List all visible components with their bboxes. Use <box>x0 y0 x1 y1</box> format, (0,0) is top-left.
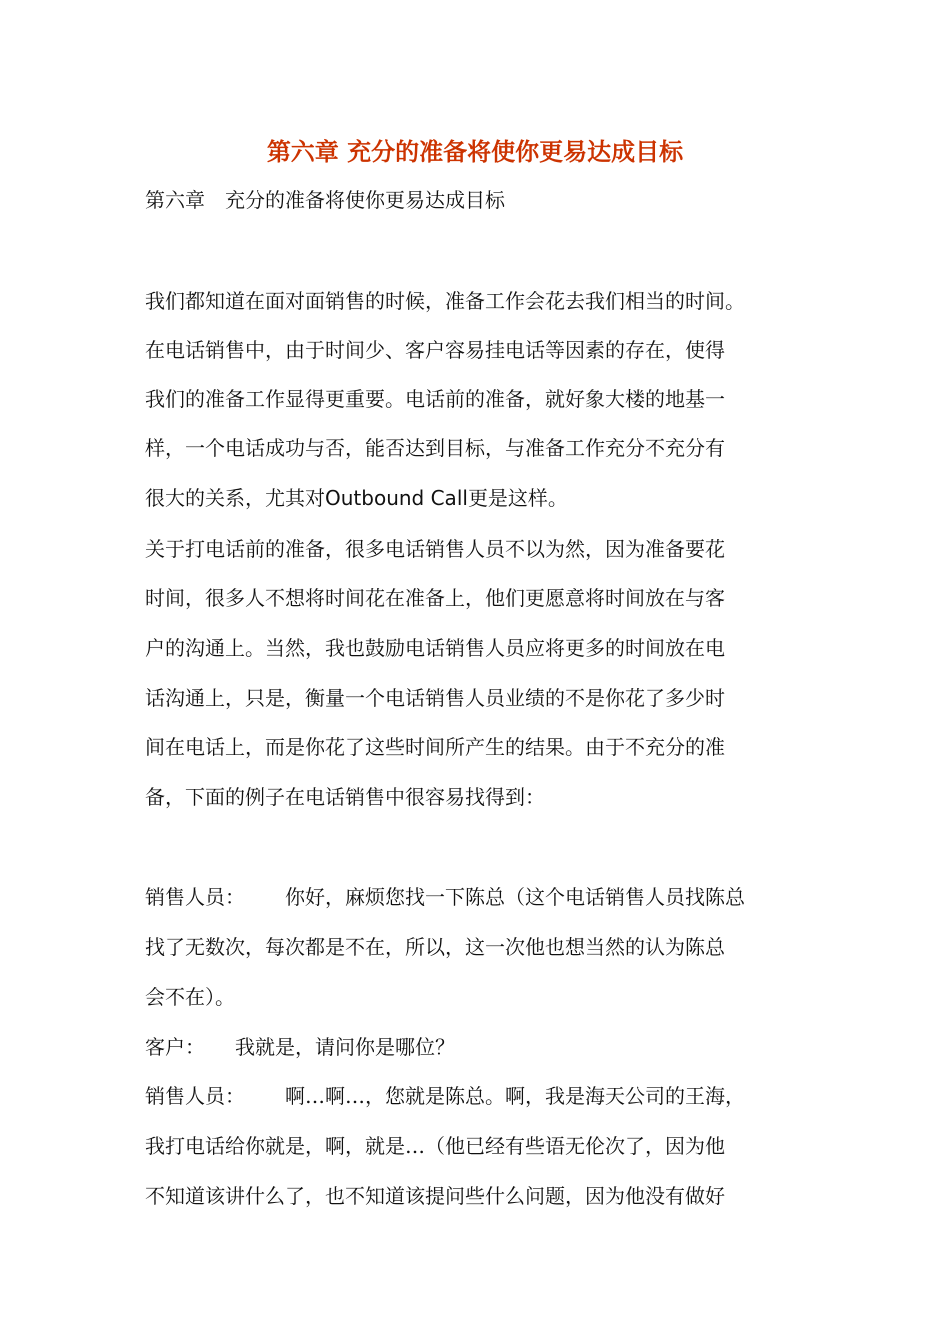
paragraph-1-line-1: 我们都知道在面对面销售的时候，准备工作会花去我们相当的时间。 <box>145 289 745 313</box>
dialog-1-text: 你好，麻烦您找一下陈总（这个电话销售人员找陈总 <box>285 885 745 909</box>
dialog-3-line-3: 不知道该讲什么了，也不知道该提问些什么问题，因为他没有做好 <box>145 1184 725 1208</box>
dialog-2-speaker: 客户： <box>145 1035 205 1059</box>
outbound-call-term: Outbound Call <box>325 486 468 510</box>
dialog-3-line-1 <box>145 1082 745 1110</box>
paragraph-2-line-4: 话沟通上，只是，衡量一个电话销售人员业绩的不是你花了多少时 <box>145 686 725 710</box>
chapter-subtitle: 第六章 充分的准备将使你更易达成目标 <box>145 188 505 212</box>
dialog-2-line-1 <box>145 1033 455 1061</box>
paragraph-1-line-5-a: 很大的关系，尤其对 <box>145 486 325 510</box>
paragraph-2-line-1: 关于打电话前的准备，很多电话销售人员不以为然，因为准备要花 <box>145 537 725 561</box>
paragraph-2-line-6: 备，下面的例子在电话销售中很容易找得到： <box>145 785 545 809</box>
dialog-1-line-2: 找了无数次，每次都是不在，所以，这一次他也想当然的认为陈总 <box>145 935 725 959</box>
dialog-1-line-1 <box>145 883 745 911</box>
paragraph-1-line-5 <box>145 484 568 512</box>
chapter-title: 第六章 充分的准备将使你更易达成目标 <box>266 138 684 166</box>
paragraph-1-line-4: 样，一个电话成功与否，能否达到目标，与准备工作充分不充分有 <box>145 436 725 460</box>
paragraph-2-line-3: 户的沟通上。当然，我也鼓励电话销售人员应将更多的时间放在电 <box>145 636 725 660</box>
dialog-3-text: 啊…啊…，您就是陈总。啊，我是海天公司的王海， <box>285 1084 745 1108</box>
paragraph-1-line-5-b: 更是这样。 <box>467 486 568 510</box>
dialog-1-line-3: 会不在）。 <box>145 985 235 1009</box>
dialog-1-speaker: 销售人员： <box>145 885 245 909</box>
paragraph-1-line-2: 在电话销售中，由于时间少、客户容易挂电话等因素的存在，使得 <box>145 338 725 362</box>
dialog-3-line-2: 我打电话给你就是，啊，就是…（他已经有些语无伦次了，因为他 <box>145 1134 725 1158</box>
dialog-3-speaker: 销售人员： <box>145 1084 245 1108</box>
paragraph-2-line-5: 间在电话上，而是你花了这些时间所产生的结果。由于不充分的准 <box>145 735 725 759</box>
paragraph-2-line-2: 时间，很多人不想将时间花在准备上，他们更愿意将时间放在与客 <box>145 586 725 610</box>
paragraph-1-line-3: 我们的准备工作显得更重要。电话前的准备，就好象大楼的地基一 <box>145 387 725 411</box>
dialog-2-text: 我就是，请问你是哪位？ <box>235 1035 455 1059</box>
